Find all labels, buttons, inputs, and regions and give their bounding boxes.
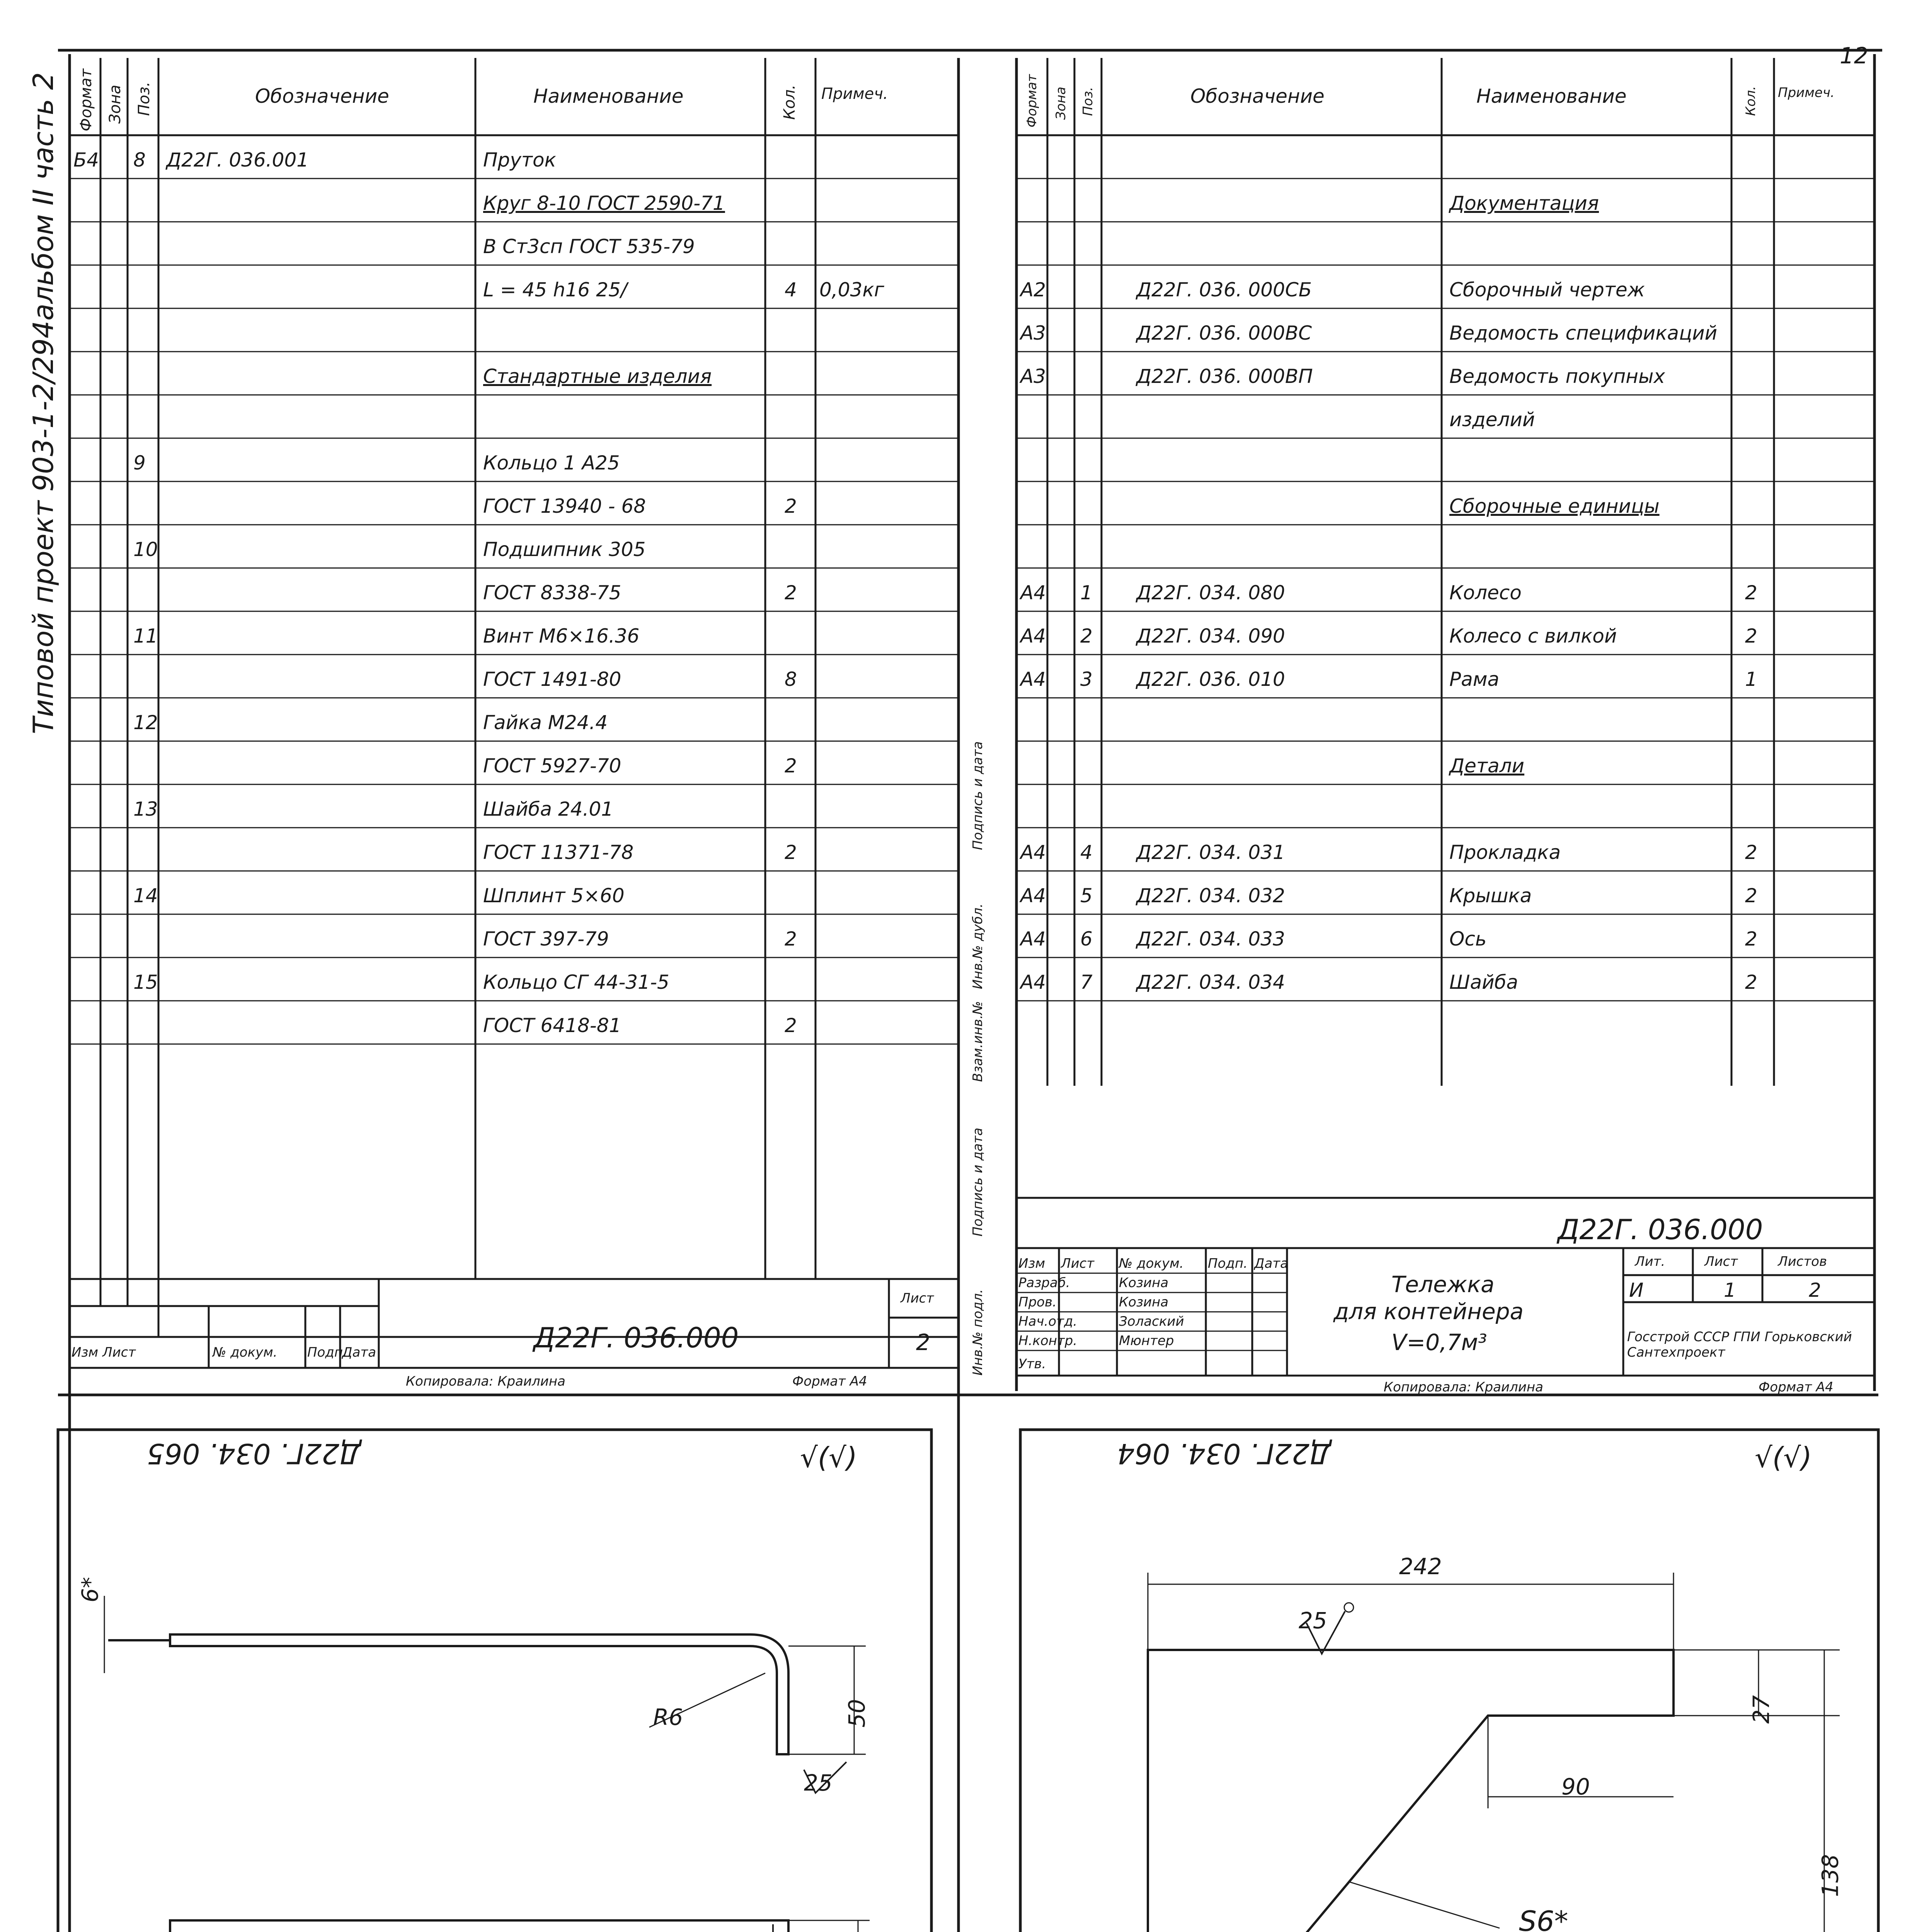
right-row-pos: 2 [1080, 625, 1093, 647]
left-stamp-col-list: Лист [102, 1345, 136, 1360]
right-stamp-name-2: Козина [1119, 1294, 1169, 1310]
left-dim-25a: 25 [804, 1770, 833, 1796]
right-row-designation: Д22Г. 036. 000СБ [1136, 279, 1312, 301]
left-row-qty: 2 [785, 841, 797, 864]
right-row-name: Документация [1449, 192, 1599, 214]
side-title: Типовой проект 903-1-2/294альбом II часть 2 [27, 72, 60, 734]
right-stamp-list-val: 1 [1724, 1279, 1736, 1301]
left-row-pos: 14 [133, 884, 158, 907]
left-row-format: Б4 [73, 149, 99, 171]
right-row-name: Сборочные единицы [1449, 495, 1660, 517]
left-dim-r6: R6 [653, 1704, 683, 1730]
left-dim-6: 6* [77, 1577, 103, 1602]
left-stamp-col-sign: Подп. [307, 1345, 347, 1360]
left-header-format: Формат [77, 68, 95, 131]
right-stamp-lit: Лит. [1635, 1254, 1665, 1269]
right-stamp-title-2: для контейнера [1333, 1298, 1524, 1325]
right-row-name: Крышка [1449, 884, 1532, 907]
left-drawing-roughness: √(√) [800, 1441, 857, 1474]
right-row-designation: Д22Г. 036. 000ВП [1136, 365, 1313, 388]
right-format: Формат А4 [1759, 1379, 1834, 1395]
right-stamp-col-izm: Изм [1018, 1256, 1045, 1271]
right-row-designation: Д22Г. 034. 032 [1136, 884, 1285, 907]
right-drawing-upside-code: Д22Г. 034. 064 [1117, 1437, 1331, 1470]
right-side-label-5: Инв.№ подл. [970, 1289, 986, 1376]
left-row-pos: 11 [133, 625, 158, 647]
right-row-format: А4 [1020, 625, 1046, 647]
left-row-name: Стандартные изделия [483, 365, 712, 388]
right-stamp-col-list: Лист [1061, 1256, 1095, 1271]
left-row-note: 0,03кг [819, 279, 884, 301]
left-row-designation: Д22Г. 036.001 [166, 149, 309, 171]
left-copied: Копировала: Краилина [406, 1374, 565, 1389]
right-stamp-lit-val: И [1629, 1279, 1644, 1301]
left-row-pos: 8 [133, 149, 146, 171]
right-side-label-1: Подпись и дата [970, 741, 986, 850]
right-row-designation: Д22Г. 034. 034 [1136, 971, 1285, 993]
right-row-format: А4 [1020, 841, 1046, 864]
right-copied: Копировала: Краилина [1384, 1379, 1543, 1395]
right-side-label-4: Подпись и дата [970, 1128, 986, 1236]
left-row-name: ГОСТ 11371-78 [483, 841, 634, 864]
right-row-name: Рама [1449, 668, 1500, 690]
left-row-name: Пруток [483, 149, 556, 171]
left-header-designation: Обозначение [255, 85, 389, 107]
right-row-name: Колесо с вилкой [1449, 625, 1617, 647]
right-row-pos: 5 [1080, 884, 1093, 907]
left-row-name: Кольцо СГ 44-31-5 [483, 971, 669, 993]
left-drawing-upside-code: Д22Г. 034. 065 [147, 1437, 361, 1470]
right-row-qty: 2 [1745, 625, 1757, 647]
right-header-name: Наименование [1476, 85, 1627, 107]
left-row-name: L = 45 h16 25/ [483, 279, 627, 301]
left-header-qty: Кол. [781, 84, 798, 120]
left-row-name: Винт М6×16.36 [483, 625, 640, 647]
right-dim-s6: S6* [1519, 1905, 1568, 1932]
right-stamp-title-1: Тележка [1391, 1271, 1495, 1298]
left-row-name: ГОСТ 1491-80 [483, 668, 621, 690]
left-row-pos: 15 [133, 971, 158, 993]
right-header-zone: Зона [1053, 87, 1069, 120]
left-row-qty: 2 [785, 582, 797, 604]
left-row-qty: 8 [785, 668, 797, 690]
right-stamp-designation: Д22Г. 036.000 [1558, 1213, 1763, 1246]
right-dim-242: 242 [1399, 1553, 1442, 1580]
right-stamp-role-1: Разраб. [1018, 1275, 1070, 1291]
right-row-format: А4 [1020, 582, 1046, 604]
right-stamp-role-4: Н.контр. [1018, 1333, 1078, 1349]
left-dim-50a: 50 [843, 1699, 870, 1728]
right-dim-138: 138 [1817, 1854, 1844, 1897]
left-row-name: Гайка М24.4 [483, 711, 608, 734]
right-side-label-2: Инв.№ дубл. [970, 903, 986, 989]
right-row-format: А4 [1020, 971, 1046, 993]
right-stamp-org: Госстрой СССР ГПИ Горьковский Сантехпроект [1627, 1329, 1852, 1360]
right-row-qty: 2 [1745, 841, 1757, 864]
right-row-pos: 7 [1080, 971, 1093, 993]
right-stamp-col-sign: Подп. [1208, 1256, 1248, 1271]
right-stamp-col-doc: № докум. [1119, 1256, 1184, 1271]
left-stamp-col-doc: № докум. [213, 1345, 278, 1360]
right-row-pos: 1 [1080, 582, 1093, 604]
right-stamp-title-3: V=0,7м³ [1391, 1329, 1487, 1355]
left-row-name: ГОСТ 6418-81 [483, 1014, 621, 1037]
right-row-name: изделий [1449, 408, 1535, 431]
right-row-qty: 2 [1745, 928, 1757, 950]
right-row-name: Ось [1449, 928, 1487, 950]
right-row-name: Шайба [1449, 971, 1519, 993]
left-header-name: Наименование [533, 85, 684, 107]
right-row-name: Детали [1449, 755, 1525, 777]
right-stamp-role-5: Утв. [1018, 1356, 1046, 1372]
right-header-pos: Поз. [1080, 87, 1096, 116]
left-row-qty: 4 [785, 279, 797, 301]
right-row-name: Колесо [1449, 582, 1522, 604]
left-row-name: Подшипник 305 [483, 538, 646, 561]
right-row-name: Ведомость покупных [1449, 365, 1665, 388]
right-side-label-3: Взам.инв.№ [970, 1001, 986, 1082]
right-row-designation: Д22Г. 036. 000ВС [1136, 322, 1312, 344]
right-row-pos: 4 [1080, 841, 1093, 864]
left-row-name: ГОСТ 13940 - 68 [483, 495, 646, 517]
right-row-designation: Д22Г. 034. 080 [1136, 582, 1285, 604]
right-dim-90: 90 [1561, 1774, 1590, 1800]
right-stamp-name-3: Золаский [1119, 1314, 1184, 1329]
left-row-pos: 12 [133, 711, 158, 734]
right-header-format: Формат [1024, 74, 1040, 128]
right-row-name: Сборочный чертеж [1449, 279, 1645, 301]
right-header-designation: Обозначение [1190, 85, 1325, 107]
right-row-qty: 2 [1745, 884, 1757, 907]
right-dim-25: 25 [1299, 1607, 1327, 1634]
right-stamp-role-3: Нач.отд. [1018, 1314, 1078, 1329]
right-drawing-roughness: √(√) [1755, 1441, 1812, 1474]
right-stamp-role-2: Пров. [1018, 1294, 1057, 1310]
right-stamp-name-4: Мюнтер [1119, 1333, 1174, 1349]
left-stamp-col-izm: Изм [72, 1345, 99, 1360]
right-row-designation: Д22Г. 034. 031 [1136, 841, 1285, 864]
right-row-format: А4 [1020, 884, 1046, 907]
left-row-pos: 9 [133, 452, 146, 474]
left-header-pos: Поз. [135, 82, 153, 116]
left-format: Формат А4 [792, 1374, 867, 1389]
left-row-name: Круг 8-10 ГОСТ 2590-71 [483, 192, 725, 214]
left-row-qty: 2 [785, 495, 797, 517]
right-row-designation: Д22Г. 034. 033 [1136, 928, 1285, 950]
right-row-pos: 3 [1080, 668, 1093, 690]
right-row-format: А2 [1020, 279, 1046, 301]
right-dim-27: 27 [1748, 1695, 1774, 1724]
left-row-name: ГОСТ 8338-75 [483, 582, 621, 604]
left-row-name: ГОСТ 5927-70 [483, 755, 621, 777]
right-row-format: А4 [1020, 668, 1046, 690]
right-row-pos: 6 [1080, 928, 1093, 950]
left-row-pos: 13 [133, 798, 158, 820]
right-row-designation: Д22Г. 036. 010 [1136, 668, 1285, 690]
right-row-name: Прокладка [1449, 841, 1561, 864]
right-row-qty: 2 [1745, 971, 1757, 993]
right-row-designation: Д22Г. 034. 090 [1136, 625, 1285, 647]
right-stamp-col-date: Дата [1254, 1256, 1289, 1271]
page-number: 12 [1840, 43, 1868, 69]
left-row-name: Шайба 24.01 [483, 798, 614, 820]
right-header-note: Примеч. [1778, 85, 1835, 100]
right-stamp-name-1: Козина [1119, 1275, 1169, 1291]
left-stamp-designation: Д22Г. 036.000 [533, 1321, 739, 1354]
right-row-format: А3 [1020, 322, 1046, 344]
left-stamp-sheet-label: Лист [901, 1291, 934, 1306]
right-row-qty: 1 [1745, 668, 1757, 690]
right-row-format: А3 [1020, 365, 1046, 388]
right-row-format: А4 [1020, 928, 1046, 950]
left-row-qty: 2 [785, 755, 797, 777]
left-header-note: Примеч. [821, 85, 888, 103]
left-stamp-col-date: Дата [342, 1345, 376, 1360]
right-row-qty: 2 [1745, 582, 1757, 604]
left-row-pos: 10 [133, 538, 158, 561]
right-stamp-lists: Листов [1778, 1254, 1827, 1269]
left-row-name: В Ст3сп ГОСТ 535-79 [483, 235, 695, 258]
right-row-name: Ведомость спецификаций [1449, 322, 1718, 344]
left-row-qty: 2 [785, 928, 797, 950]
left-row-name: ГОСТ 397-79 [483, 928, 609, 950]
left-row-name: Шплинт 5×60 [483, 884, 625, 907]
left-stamp-sheet-no: 2 [916, 1329, 930, 1355]
left-row-name: Кольцо 1 А25 [483, 452, 620, 474]
right-stamp-list: Лист [1704, 1254, 1738, 1269]
left-row-qty: 2 [785, 1014, 797, 1037]
right-header-qty: Кол. [1743, 86, 1759, 116]
left-header-zone: Зона [106, 85, 124, 124]
right-stamp-lists-val: 2 [1809, 1279, 1821, 1301]
